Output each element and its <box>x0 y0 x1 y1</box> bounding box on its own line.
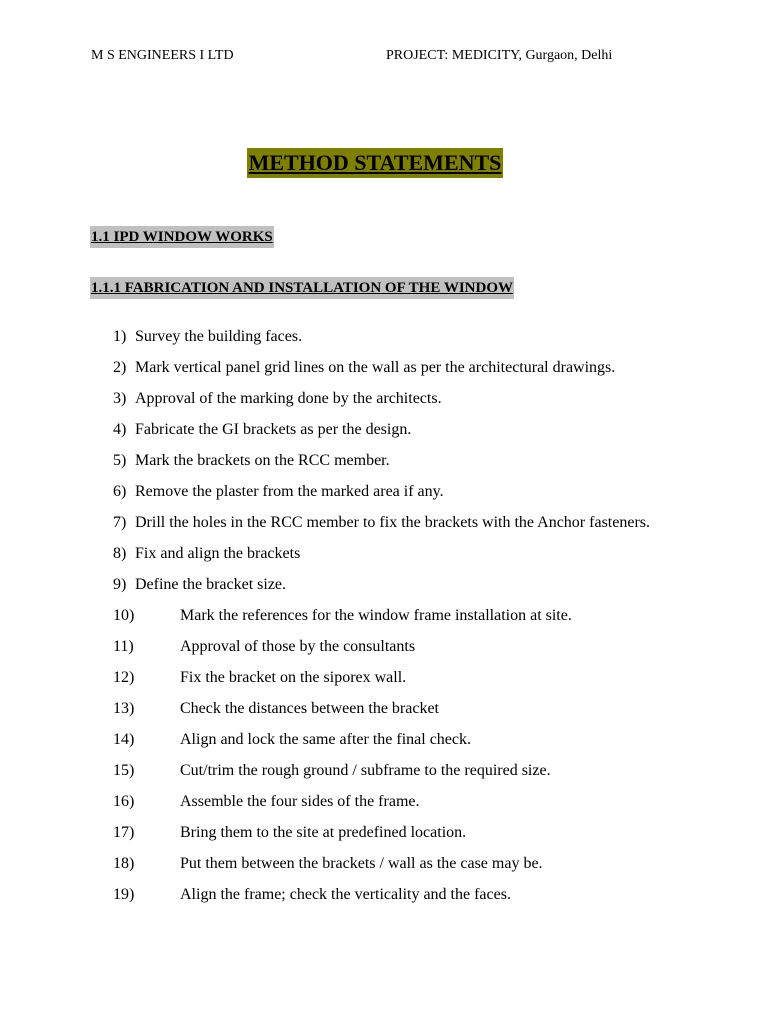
step-item <box>113 445 654 476</box>
step-text: Align the frame; check the verticality and the faces. <box>180 886 511 903</box>
step-number: 12) <box>113 669 135 686</box>
step-number: 3) <box>113 390 127 407</box>
section-heading: 1.1 IPD WINDOW WORKS <box>90 226 274 248</box>
step-item <box>113 848 654 879</box>
step-number: 8) <box>113 545 127 562</box>
step-item <box>113 786 654 817</box>
step-text: Bring them to the site at predefined location. <box>180 824 467 841</box>
step-number: 19) <box>113 886 135 903</box>
title-container <box>0 148 768 178</box>
step-number: 15) <box>113 762 135 779</box>
document-title: METHOD STATEMENTS <box>247 148 504 178</box>
step-text: Approval of the marking done by the architects. <box>135 390 442 407</box>
step-text: Mark the references for the window frame installation at site. <box>180 607 572 624</box>
step-number: 11) <box>113 638 134 655</box>
step-text: Assemble the four sides of the frame. <box>180 793 420 810</box>
step-text: Mark the brackets on the RCC member. <box>135 452 390 469</box>
step-item <box>113 321 654 352</box>
step-item <box>113 414 654 445</box>
step-number: 9) <box>113 576 127 593</box>
step-text: Approval of those by the consultants <box>180 638 416 655</box>
step-number: 7) <box>113 514 127 531</box>
step-text: Define the bracket size. <box>135 576 287 593</box>
step-text: Align and lock the same after the final check. <box>180 731 471 748</box>
step-text: Fix the bracket on the siporex wall. <box>180 669 407 686</box>
step-number: 1) <box>113 328 127 345</box>
step-item <box>113 476 654 507</box>
step-item <box>113 631 654 662</box>
step-text: Fabricate the GI brackets as per the design. <box>135 421 412 438</box>
company-name: M S ENGINEERS I LTD <box>91 48 234 63</box>
step-item <box>113 352 654 383</box>
step-number: 16) <box>113 793 135 810</box>
step-item <box>113 569 654 600</box>
step-text: Fix and align the brackets <box>135 545 301 562</box>
step-item <box>113 383 654 414</box>
steps-list <box>113 321 654 910</box>
step-item <box>113 693 654 724</box>
step-number: 4) <box>113 421 127 438</box>
step-item <box>113 724 654 755</box>
step-item <box>113 755 654 786</box>
step-number: 5) <box>113 452 127 469</box>
step-text: Survey the building faces. <box>135 328 303 345</box>
step-number: 14) <box>113 731 135 748</box>
step-text: Put them between the brackets / wall as the case may be. <box>180 855 543 872</box>
step-number: 10) <box>113 607 135 624</box>
step-number: 2) <box>113 359 127 376</box>
step-text: Check the distances between the bracket <box>180 700 439 717</box>
project-name: PROJECT: MEDICITY, Gurgaon, Delhi <box>386 48 613 63</box>
subsection-heading: 1.1.1 FABRICATION AND INSTALLATION OF THE WINDOW <box>90 277 514 299</box>
step-item <box>113 817 654 848</box>
step-number: 17) <box>113 824 135 841</box>
step-item <box>113 662 654 693</box>
step-number: 6) <box>113 483 127 500</box>
step-number: 18) <box>113 855 135 872</box>
step-item <box>113 538 654 569</box>
step-text: Drill the holes in the RCC member to fix the brackets with the Anchor fasteners. <box>135 514 650 531</box>
step-text: Mark vertical panel grid lines on the wall as per the architectural drawings. <box>135 359 616 376</box>
step-item <box>113 507 654 538</box>
step-item <box>113 879 654 910</box>
step-text: Cut/trim the rough ground / subframe to the required size. <box>180 762 551 779</box>
step-item <box>113 600 654 631</box>
step-text: Remove the plaster from the marked area if any. <box>135 483 444 500</box>
step-number: 13) <box>113 700 135 717</box>
